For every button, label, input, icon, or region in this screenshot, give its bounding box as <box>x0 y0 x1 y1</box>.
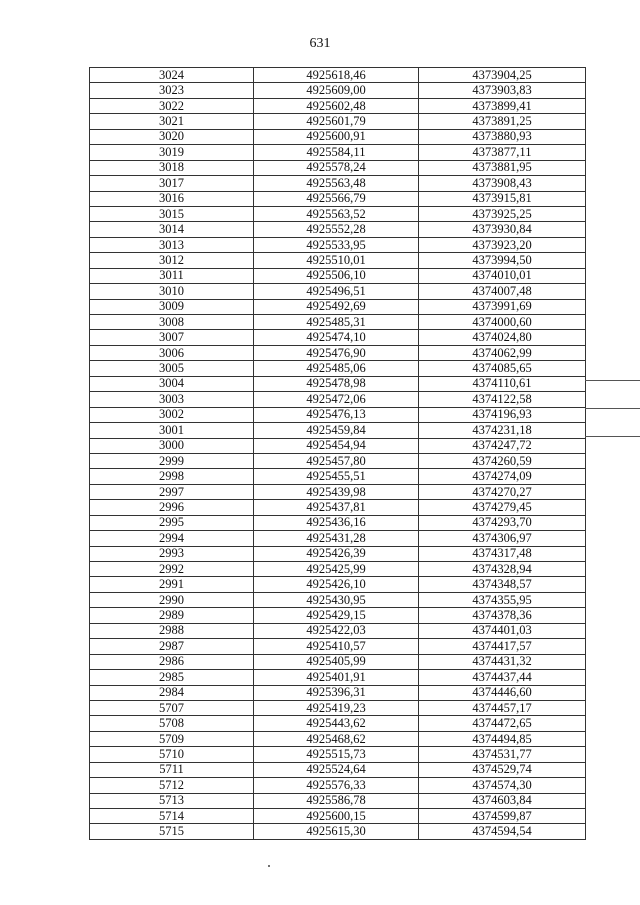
x-coordinate-cell: 4925485,06 <box>254 361 419 376</box>
x-coordinate-cell: 4925454,94 <box>254 438 419 453</box>
y-coordinate-cell: 4374317,48 <box>419 546 586 561</box>
table-row <box>90 546 586 561</box>
point-number-cell: 3009 <box>90 299 254 314</box>
point-number-cell: 3023 <box>90 83 254 98</box>
x-coordinate-cell: 4925476,13 <box>254 407 419 422</box>
x-coordinate-cell: 4925472,06 <box>254 392 419 407</box>
table-row <box>90 762 586 777</box>
y-coordinate-cell: 4374348,57 <box>419 577 586 592</box>
x-coordinate-cell: 4925439,98 <box>254 484 419 499</box>
y-coordinate-cell: 4374494,85 <box>419 731 586 746</box>
x-coordinate-cell: 4925563,52 <box>254 206 419 221</box>
x-coordinate-cell: 4925600,15 <box>254 809 419 824</box>
x-coordinate-cell: 4925426,39 <box>254 546 419 561</box>
x-coordinate-cell: 4925576,33 <box>254 778 419 793</box>
y-coordinate-cell: 4374599,87 <box>419 809 586 824</box>
x-coordinate-cell: 4925429,15 <box>254 608 419 623</box>
table-row <box>90 68 586 83</box>
x-coordinate-cell: 4925600,91 <box>254 129 419 144</box>
y-coordinate-cell: 4373891,25 <box>419 114 586 129</box>
point-number-cell: 2986 <box>90 654 254 669</box>
y-coordinate-cell: 4373903,83 <box>419 83 586 98</box>
x-coordinate-cell: 4925524,64 <box>254 762 419 777</box>
x-coordinate-cell: 4925422,03 <box>254 623 419 638</box>
point-number-cell: 3020 <box>90 129 254 144</box>
table-row <box>90 809 586 824</box>
y-coordinate-cell: 4373899,41 <box>419 98 586 113</box>
x-coordinate-cell: 4925578,24 <box>254 160 419 175</box>
x-coordinate-cell: 4925566,79 <box>254 191 419 206</box>
x-coordinate-cell: 4925506,10 <box>254 268 419 283</box>
margin-line <box>585 380 640 381</box>
x-coordinate-cell: 4925436,16 <box>254 515 419 530</box>
point-number-cell: 2997 <box>90 484 254 499</box>
point-number-cell: 2987 <box>90 639 254 654</box>
table-row <box>90 577 586 592</box>
table-row <box>90 145 586 160</box>
table-row <box>90 299 586 314</box>
point-number-cell: 3011 <box>90 268 254 283</box>
point-number-cell: 3008 <box>90 315 254 330</box>
x-coordinate-cell: 4925425,99 <box>254 562 419 577</box>
point-number-cell: 3021 <box>90 114 254 129</box>
y-coordinate-cell: 4374594,54 <box>419 824 586 839</box>
point-number-cell: 3014 <box>90 222 254 237</box>
x-coordinate-cell: 4925437,81 <box>254 500 419 515</box>
table-row <box>90 623 586 638</box>
y-coordinate-cell: 4373908,43 <box>419 176 586 191</box>
y-coordinate-cell: 4374457,17 <box>419 700 586 715</box>
table-row <box>90 515 586 530</box>
y-coordinate-cell: 4374279,45 <box>419 500 586 515</box>
y-coordinate-cell: 4374000,60 <box>419 315 586 330</box>
point-number-cell: 3017 <box>90 176 254 191</box>
table-row <box>90 407 586 422</box>
y-coordinate-cell: 4374122,58 <box>419 392 586 407</box>
point-number-cell: 3003 <box>90 392 254 407</box>
point-number-cell: 5710 <box>90 747 254 762</box>
table-row <box>90 361 586 376</box>
y-coordinate-cell: 4374110,61 <box>419 376 586 391</box>
point-number-cell: 3013 <box>90 237 254 252</box>
y-coordinate-cell: 4374010,01 <box>419 268 586 283</box>
table-row <box>90 423 586 438</box>
point-number-cell: 3001 <box>90 423 254 438</box>
point-number-cell: 2996 <box>90 500 254 515</box>
point-number-cell: 3019 <box>90 145 254 160</box>
x-coordinate-cell: 4925552,28 <box>254 222 419 237</box>
table-row <box>90 639 586 654</box>
point-number-cell: 5709 <box>90 731 254 746</box>
x-coordinate-cell: 4925474,10 <box>254 330 419 345</box>
x-coordinate-cell: 4925457,80 <box>254 453 419 468</box>
x-coordinate-cell: 4925401,91 <box>254 670 419 685</box>
y-coordinate-cell: 4374085,65 <box>419 361 586 376</box>
point-number-cell: 3022 <box>90 98 254 113</box>
y-coordinate-cell: 4374603,84 <box>419 793 586 808</box>
y-coordinate-cell: 4374472,65 <box>419 716 586 731</box>
x-coordinate-cell: 4925455,51 <box>254 469 419 484</box>
table-row <box>90 562 586 577</box>
point-number-cell: 3006 <box>90 345 254 360</box>
table-row <box>90 315 586 330</box>
x-coordinate-cell: 4925510,01 <box>254 253 419 268</box>
table-row <box>90 778 586 793</box>
table-row <box>90 160 586 175</box>
point-number-cell: 5713 <box>90 793 254 808</box>
x-coordinate-cell: 4925515,73 <box>254 747 419 762</box>
table-row <box>90 531 586 546</box>
table-row <box>90 438 586 453</box>
y-coordinate-cell: 4373880,93 <box>419 129 586 144</box>
table-row <box>90 176 586 191</box>
margin-line <box>585 408 640 409</box>
x-coordinate-cell: 4925485,31 <box>254 315 419 330</box>
y-coordinate-cell: 4373923,20 <box>419 237 586 252</box>
table-row <box>90 253 586 268</box>
x-coordinate-cell: 4925476,90 <box>254 345 419 360</box>
x-coordinate-cell: 4925430,95 <box>254 592 419 607</box>
table-row <box>90 114 586 129</box>
point-number-cell: 3007 <box>90 330 254 345</box>
y-coordinate-cell: 4373991,69 <box>419 299 586 314</box>
y-coordinate-cell: 4374529,74 <box>419 762 586 777</box>
y-coordinate-cell: 4374274,09 <box>419 469 586 484</box>
x-coordinate-cell: 4925478,98 <box>254 376 419 391</box>
table-row <box>90 793 586 808</box>
table-row <box>90 330 586 345</box>
point-number-cell: 5712 <box>90 778 254 793</box>
table-row <box>90 747 586 762</box>
x-coordinate-cell: 4925443,62 <box>254 716 419 731</box>
table-row <box>90 685 586 700</box>
table-row <box>90 716 586 731</box>
point-number-cell: 3016 <box>90 191 254 206</box>
y-coordinate-cell: 4373915,81 <box>419 191 586 206</box>
y-coordinate-cell: 4373994,50 <box>419 253 586 268</box>
margin-line <box>585 436 640 437</box>
table-row <box>90 670 586 685</box>
table-row <box>90 453 586 468</box>
point-number-cell: 3005 <box>90 361 254 376</box>
y-coordinate-cell: 4374247,72 <box>419 438 586 453</box>
point-number-cell: 2992 <box>90 562 254 577</box>
point-number-cell: 2990 <box>90 592 254 607</box>
y-coordinate-cell: 4374196,93 <box>419 407 586 422</box>
point-number-cell: 2984 <box>90 685 254 700</box>
y-coordinate-cell: 4374531,77 <box>419 747 586 762</box>
point-number-cell: 3015 <box>90 206 254 221</box>
x-coordinate-cell: 4925533,95 <box>254 237 419 252</box>
x-coordinate-cell: 4925410,57 <box>254 639 419 654</box>
y-coordinate-cell: 4374231,18 <box>419 423 586 438</box>
table-row <box>90 592 586 607</box>
point-number-cell: 2989 <box>90 608 254 623</box>
table-row <box>90 700 586 715</box>
y-coordinate-cell: 4374401,03 <box>419 623 586 638</box>
point-number-cell: 5707 <box>90 700 254 715</box>
table-row <box>90 469 586 484</box>
y-coordinate-cell: 4374446,60 <box>419 685 586 700</box>
y-coordinate-cell: 4374437,44 <box>419 670 586 685</box>
point-number-cell: 5711 <box>90 762 254 777</box>
y-coordinate-cell: 4374270,27 <box>419 484 586 499</box>
y-coordinate-cell: 4374431,32 <box>419 654 586 669</box>
table-row <box>90 129 586 144</box>
y-coordinate-cell: 4374574,30 <box>419 778 586 793</box>
table-row <box>90 392 586 407</box>
table-row <box>90 268 586 283</box>
table-row <box>90 345 586 360</box>
y-coordinate-cell: 4373930,84 <box>419 222 586 237</box>
point-number-cell: 5714 <box>90 809 254 824</box>
table-row <box>90 500 586 515</box>
x-coordinate-cell: 4925586,78 <box>254 793 419 808</box>
point-number-cell: 3012 <box>90 253 254 268</box>
y-coordinate-cell: 4374306,97 <box>419 531 586 546</box>
point-number-cell: 2991 <box>90 577 254 592</box>
point-number-cell: 2994 <box>90 531 254 546</box>
point-number-cell: 2999 <box>90 453 254 468</box>
x-coordinate-cell: 4925419,23 <box>254 700 419 715</box>
point-number-cell: 3010 <box>90 284 254 299</box>
table-row <box>90 284 586 299</box>
table-row <box>90 83 586 98</box>
point-number-cell: 3002 <box>90 407 254 422</box>
point-number-cell: 2993 <box>90 546 254 561</box>
y-coordinate-cell: 4374328,94 <box>419 562 586 577</box>
x-coordinate-cell: 4925601,79 <box>254 114 419 129</box>
y-coordinate-cell: 4373925,25 <box>419 206 586 221</box>
x-coordinate-cell: 4925609,00 <box>254 83 419 98</box>
y-coordinate-cell: 4374260,59 <box>419 453 586 468</box>
y-coordinate-cell: 4374024,80 <box>419 330 586 345</box>
y-coordinate-cell: 4374355,95 <box>419 592 586 607</box>
point-number-cell: 5715 <box>90 824 254 839</box>
table-row <box>90 98 586 113</box>
table-row <box>90 824 586 839</box>
x-coordinate-cell: 4925618,46 <box>254 68 419 83</box>
table-row <box>90 484 586 499</box>
table-row <box>90 608 586 623</box>
y-coordinate-cell: 4374062,99 <box>419 345 586 360</box>
point-number-cell: 3024 <box>90 68 254 83</box>
point-number-cell: 5708 <box>90 716 254 731</box>
x-coordinate-cell: 4925396,31 <box>254 685 419 700</box>
table-row <box>90 376 586 391</box>
y-coordinate-cell: 4374007,48 <box>419 284 586 299</box>
point-number-cell: 2985 <box>90 670 254 685</box>
x-coordinate-cell: 4925563,48 <box>254 176 419 191</box>
speck-mark <box>268 865 270 867</box>
y-coordinate-cell: 4373877,11 <box>419 145 586 160</box>
table-row <box>90 191 586 206</box>
x-coordinate-cell: 4925584,11 <box>254 145 419 160</box>
y-coordinate-cell: 4374378,36 <box>419 608 586 623</box>
y-coordinate-cell: 4373881,95 <box>419 160 586 175</box>
x-coordinate-cell: 4925496,51 <box>254 284 419 299</box>
coordinates-table-body <box>90 68 586 840</box>
point-number-cell: 2998 <box>90 469 254 484</box>
x-coordinate-cell: 4925431,28 <box>254 531 419 546</box>
point-number-cell: 2988 <box>90 623 254 638</box>
x-coordinate-cell: 4925426,10 <box>254 577 419 592</box>
x-coordinate-cell: 4925405,99 <box>254 654 419 669</box>
table-row <box>90 731 586 746</box>
table-row <box>90 222 586 237</box>
point-number-cell: 3000 <box>90 438 254 453</box>
point-number-cell: 2995 <box>90 515 254 530</box>
table-row <box>90 206 586 221</box>
x-coordinate-cell: 4925492,69 <box>254 299 419 314</box>
page-number: 631 <box>309 36 331 51</box>
x-coordinate-cell: 4925468,62 <box>254 731 419 746</box>
x-coordinate-cell: 4925602,48 <box>254 98 419 113</box>
table-row <box>90 237 586 252</box>
point-number-cell: 3018 <box>90 160 254 175</box>
point-number-cell: 3004 <box>90 376 254 391</box>
y-coordinate-cell: 4373904,25 <box>419 68 586 83</box>
coordinates-table <box>89 67 586 840</box>
table-row <box>90 654 586 669</box>
y-coordinate-cell: 4374293,70 <box>419 515 586 530</box>
y-coordinate-cell: 4374417,57 <box>419 639 586 654</box>
x-coordinate-cell: 4925459,84 <box>254 423 419 438</box>
x-coordinate-cell: 4925615,30 <box>254 824 419 839</box>
